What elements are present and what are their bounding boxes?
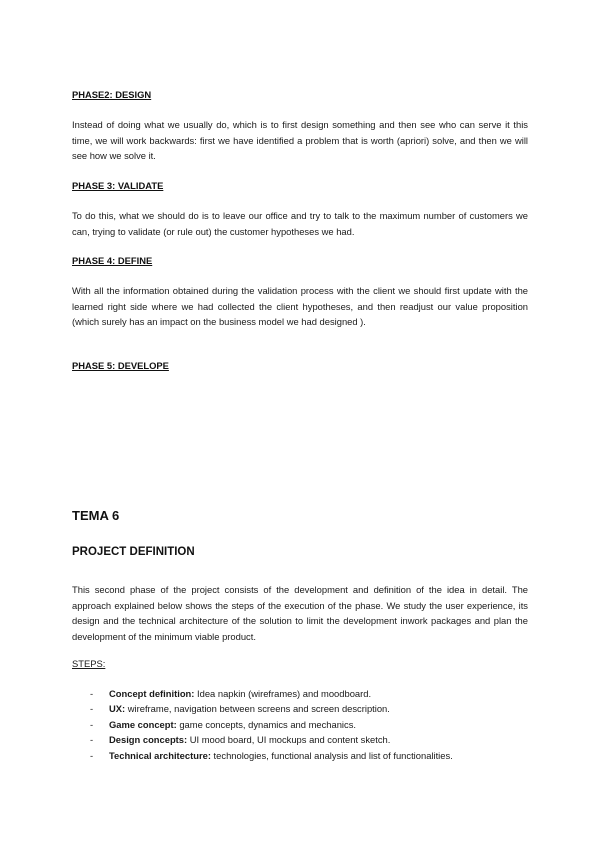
steps-list xyxy=(90,686,530,763)
step-description: UI mood board, UI mockups and content sketch. xyxy=(187,734,391,746)
project-definition-paragraph: This second phase of the project consists of the development and definition of the idea in detail. The approach explained below shows the steps of the execution of the phase. We study the user experience, its design and the technical architecture of the solution to limit the development inwork packages and plan the development of the minimum viable product. xyxy=(72,584,528,642)
step-description: wireframe, navigation between screens and screen description. xyxy=(125,703,390,715)
step-term: Technical architecture: xyxy=(109,749,211,761)
phase4-paragraph: With all the information obtained during the validation process with the client we should first update with the learned right side where we had collected the client hypotheses, and then readjust our value proposition (which surely has an impact on the business model we had designed ). xyxy=(72,285,528,327)
step-term: Design concepts: xyxy=(109,734,188,746)
step-description: technologies, functional analysis and list of functionalities. xyxy=(210,749,453,761)
phase3-paragraph: To do this, what we should do is to leave our office and try to talk to the maximum number of customers we can, trying to validate (or rule out) the customer hypotheses we had. xyxy=(72,210,528,237)
bullet-dash: - xyxy=(90,688,94,699)
step-term: UX: xyxy=(109,703,126,715)
list-item xyxy=(90,732,530,747)
list-item xyxy=(90,701,530,716)
phase5-heading: PHASE 5: DEVELOPE xyxy=(72,360,169,371)
section-title: TEMA 6 xyxy=(72,508,120,523)
steps-label: STEPS: xyxy=(72,658,106,669)
step-term: Game concept: xyxy=(109,718,177,730)
bullet-dash: - xyxy=(90,734,94,746)
step-description: Idea napkin (wireframes) and moodboard. xyxy=(194,688,372,699)
bullet-dash: - xyxy=(90,749,94,761)
bullet-dash: - xyxy=(90,718,94,730)
step-term: Concept definition: xyxy=(109,688,195,699)
phase2-heading: PHASE2: DESIGN xyxy=(72,89,152,100)
phase4-heading: PHASE 4: DEFINE xyxy=(72,255,153,266)
list-item xyxy=(90,748,530,763)
bullet-dash: - xyxy=(90,703,94,715)
project-definition-heading: PROJECT DEFINITION xyxy=(72,546,195,558)
list-item xyxy=(90,717,530,732)
phase3-heading: PHASE 3: VALIDATE xyxy=(72,180,164,191)
list-item xyxy=(90,686,530,701)
phase2-paragraph: Instead of doing what we usually do, which is to first design something and then see who can serve it this time, we will work backwards: first we have identified a problem that is worth (apriori) solve, and then we will see how we solve it. xyxy=(72,119,528,161)
step-description: game concepts, dynamics and mechanics. xyxy=(176,718,356,730)
